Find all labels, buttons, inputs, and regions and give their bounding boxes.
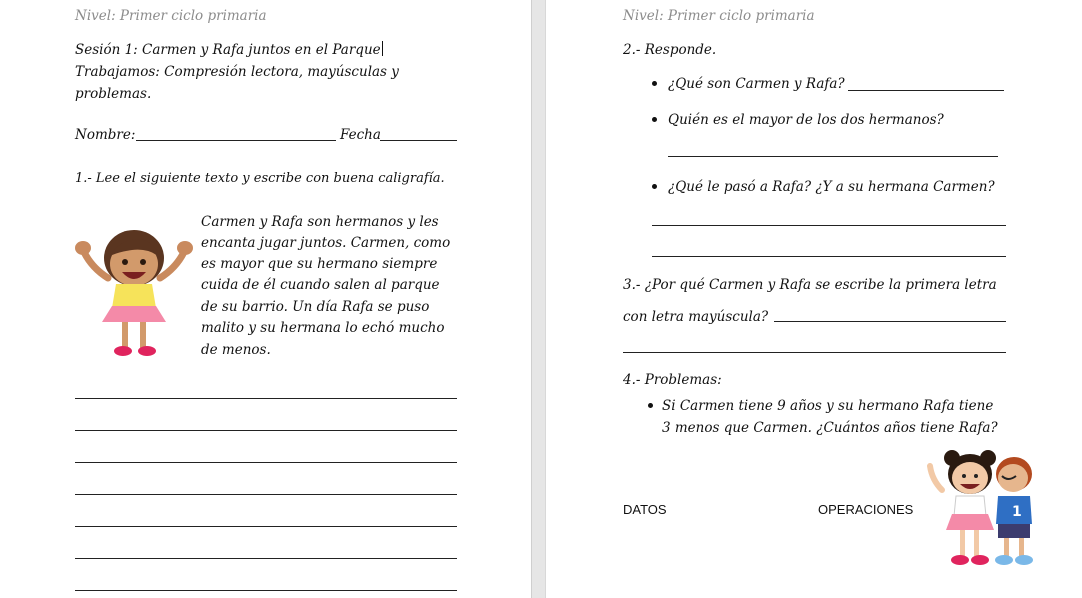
question-1: 1.- Lee el siguiente texto y escribe con buena caligrafía. xyxy=(75,171,445,186)
name-label: Nombre: xyxy=(75,127,136,143)
bullet xyxy=(648,403,653,408)
right-page xyxy=(546,0,1082,598)
date-line[interactable] xyxy=(380,140,457,141)
topics-line-2: problemas. xyxy=(75,86,152,102)
answer-line-3b[interactable] xyxy=(623,352,1006,353)
answer-line-c2[interactable] xyxy=(652,256,1006,257)
writing-line-5[interactable] xyxy=(75,526,457,527)
level-header: Nivel: Primer ciclo primaria xyxy=(75,8,267,24)
story-line-7: de menos. xyxy=(201,342,271,358)
writing-line-2[interactable] xyxy=(75,430,457,431)
left-page xyxy=(0,0,531,598)
question-3-line-2: con letra mayúscula? xyxy=(623,309,769,325)
topics-line-1: Trabajamos: Compresión lectora, mayúsculas y xyxy=(75,64,399,80)
question-3-line-1: 3.- ¿Por qué Carmen y Rafa se escribe la primera letra xyxy=(623,277,997,293)
date-label: Fecha xyxy=(340,127,381,143)
story-line-3: es mayor que su hermano siempre xyxy=(201,256,438,272)
q2-item-c: ¿Qué le pasó a Rafa? ¿Y a su hermana Carmen? xyxy=(668,179,995,195)
bullet xyxy=(652,117,657,122)
girl-illustration xyxy=(72,218,198,364)
session-title xyxy=(75,40,383,61)
problem-line-2: 3 menos que Carmen. ¿Cuántos años tiene Rafa? xyxy=(662,420,998,436)
writing-line-1[interactable] xyxy=(75,398,457,399)
bullet xyxy=(652,81,657,86)
answer-line-b[interactable] xyxy=(668,156,998,157)
session-title-text: Sesión 1: Carmen y Rafa juntos en el Parque xyxy=(75,42,381,58)
name-line[interactable] xyxy=(136,140,336,141)
answer-line-a[interactable] xyxy=(848,90,1004,91)
answer-line-c1[interactable] xyxy=(652,225,1006,226)
problem-line-1: Si Carmen tiene 9 años y su hermano Rafa tiene xyxy=(662,398,994,414)
writing-line-4[interactable] xyxy=(75,494,457,495)
svg-text:1: 1 xyxy=(1012,504,1022,520)
writing-line-7[interactable] xyxy=(75,590,457,591)
level-header: Nivel: Primer ciclo primaria xyxy=(623,8,815,24)
page-divider xyxy=(531,0,546,598)
operaciones-label: OPERACIONES xyxy=(818,502,914,517)
writing-line-6[interactable] xyxy=(75,558,457,559)
story-line-1: Carmen y Rafa son hermanos y les xyxy=(201,214,439,230)
kids-illustration xyxy=(924,446,1044,576)
text-caret xyxy=(382,41,383,56)
datos-label: DATOS xyxy=(623,502,667,517)
writing-line-3[interactable] xyxy=(75,462,457,463)
question-2: 2.- Responde. xyxy=(623,42,717,58)
q2-item-b: Quién es el mayor de los dos hermanos? xyxy=(668,112,944,128)
q2-item-a: ¿Qué son Carmen y Rafa? xyxy=(668,76,845,92)
question-4: 4.- Problemas: xyxy=(623,372,722,388)
story-line-2: encanta jugar juntos. Carmen, como xyxy=(201,235,451,251)
story-line-6: malito y su hermana lo echó mucho xyxy=(201,320,445,336)
bullet xyxy=(652,184,657,189)
answer-line-3a[interactable] xyxy=(774,321,1006,322)
story-line-4: cuida de él cuando salen al parque xyxy=(201,277,440,293)
story-line-5: de su barrio. Un día Rafa se puso xyxy=(201,299,430,315)
